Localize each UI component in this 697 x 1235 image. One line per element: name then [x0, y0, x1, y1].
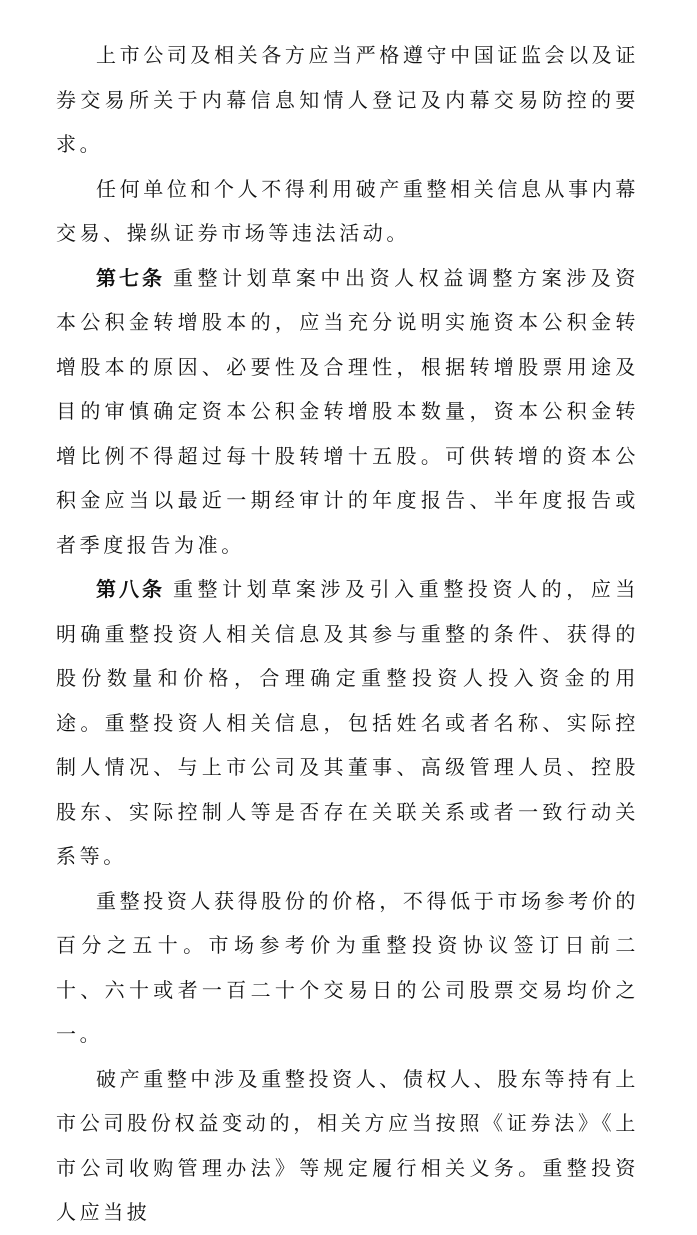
paragraph-prohibited-activities — [56, 167, 639, 256]
paragraph-text: 重整投资人获得股份的价格，不得低于市场参考价的百分之五十。市场参考价为重整投资协议签订日前二十、六十或者一百二十个交易日的公司股票交易均价之一。 — [56, 888, 639, 1046]
paragraph-text: 重整计划草案涉及引入重整投资人的，应当明确重整投资人相关信息及其参与重整的条件、获得的股份数量和价格，合理确定重整投资人投入资金的用途。重整投资人相关信息，包括姓名或者名称、实际控制人情况、与上市公司及其董事、高级管理人员、控股股东、实际控制人等是否存在关联关系或者一致行动关系等。 — [56, 577, 640, 868]
paragraph-text: 破产重整中涉及重整投资人、债权人、股东等持有上市公司股份权益变动的，相关方应当按照《证券法》《上市公司收购管理办法》等规定履行相关义务。重整投资人应当披 — [56, 1066, 639, 1224]
paragraph-text: 重整计划草案中出资人权益调整方案涉及资本公积金转增股本的，应当充分说明实施资本公积金转增股本的原因、必要性及合理性，根据转增股票用途及目的审慎确定资本公积金转增股本数量，资本公积金转增比例不得超过每十股转增十五股。可供转增的资本公积金应当以最近一期经审计的年度报告、半年度报告或者季度报告为准。 — [56, 265, 640, 557]
article-7 — [56, 256, 639, 568]
paragraph-text: 任何单位和个人不得利用破产重整相关信息从事内幕交易、操纵证券市场等违法活动。 — [56, 176, 639, 245]
paragraph-equity-changes — [56, 1057, 639, 1235]
article-heading: 第七条 — [96, 265, 165, 290]
paragraph-insider-info-requirements — [56, 33, 639, 167]
article-heading: 第八条 — [96, 577, 165, 601]
paragraph-share-price — [56, 879, 639, 1057]
article-8 — [56, 567, 639, 879]
paragraph-text: 上市公司及相关各方应当严格遵守中国证监会以及证券交易所关于内幕信息知情人登记及内幕交易防控的要求。 — [56, 43, 639, 156]
